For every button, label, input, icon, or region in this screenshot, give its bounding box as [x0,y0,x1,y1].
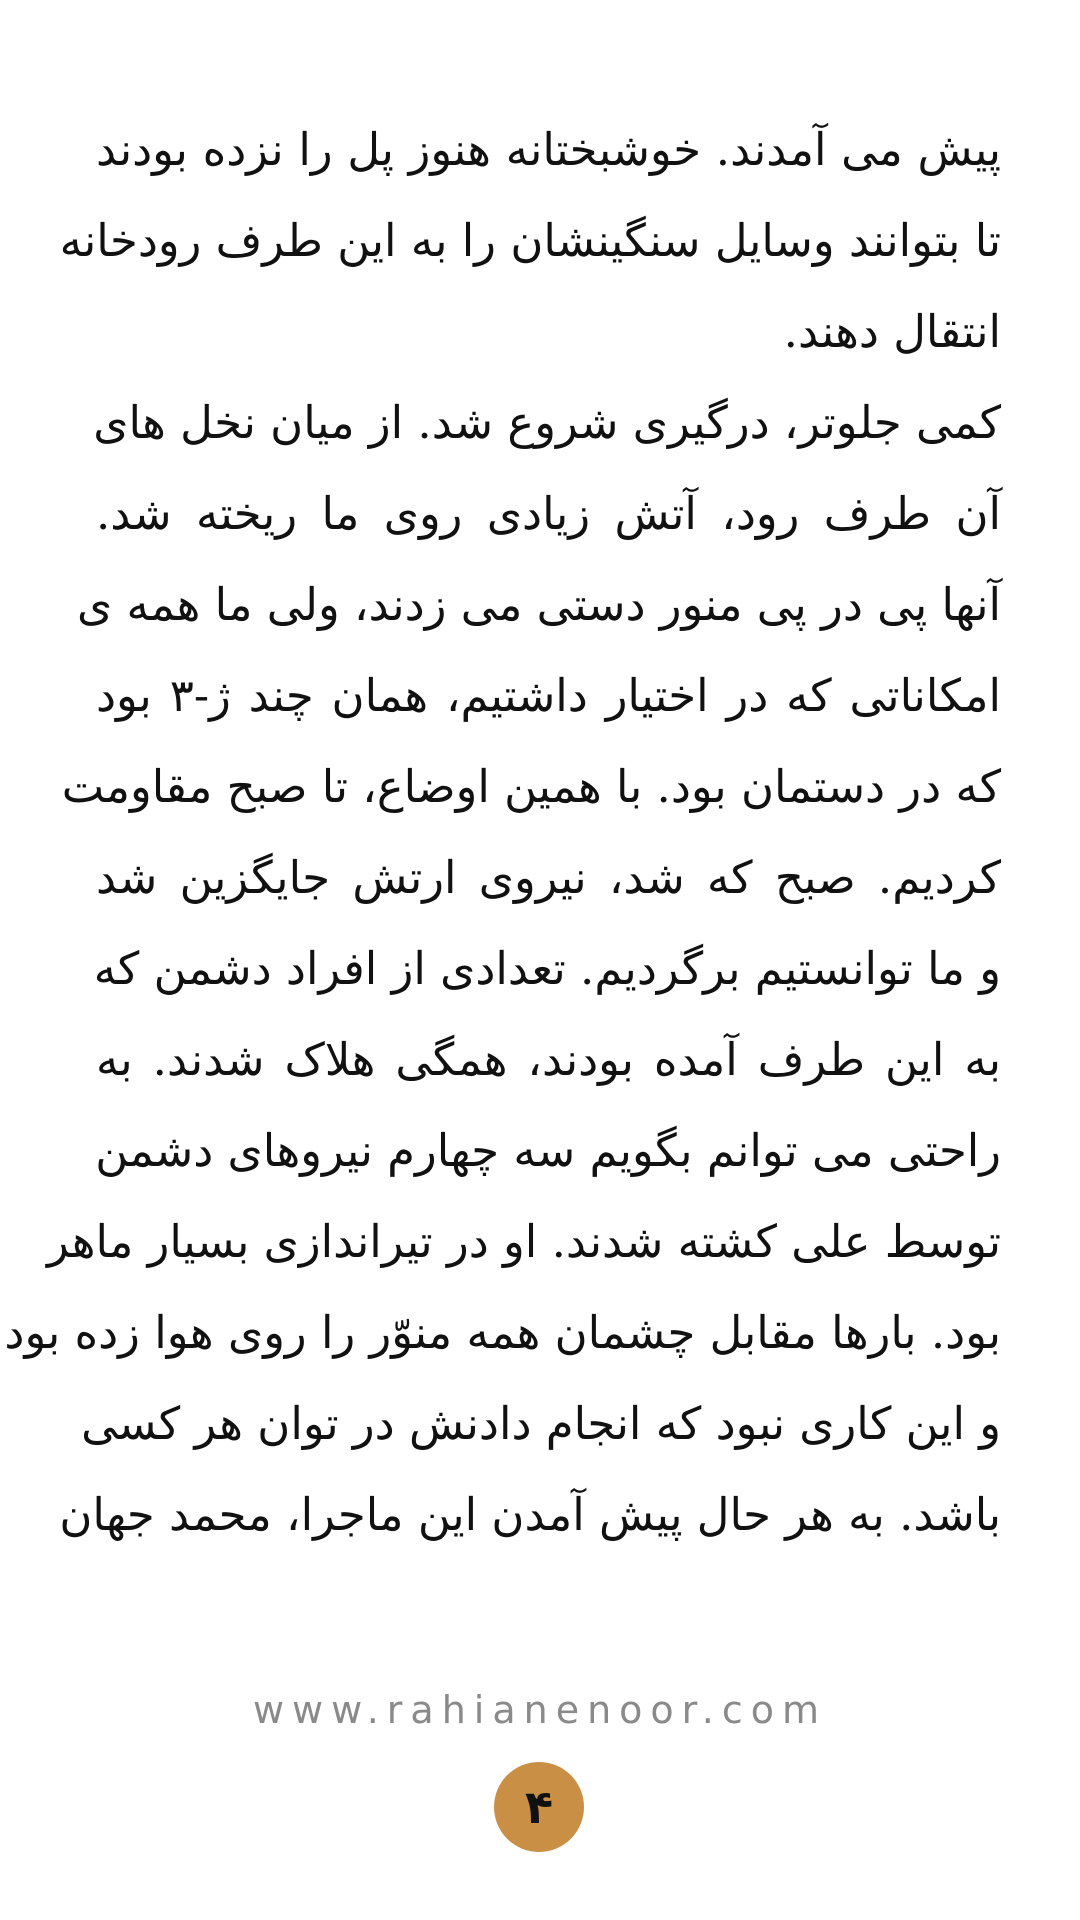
text-line: راحتی می توانم بگویم سه چهارم نیروهای دشمن [95,1124,1001,1177]
text-line: به این طرف آمده بودند، همگی هلاک شدند. به [96,1033,1001,1086]
text-line: پیش می آمدند. خوشبختانه هنوز پل را نزده بودند [96,123,1001,176]
text-line: تا بتوانند وسایل سنگینشان را به این طرف رودخانه [59,214,1001,267]
text-line: امکاناتی که در اختیار داشتیم، همان چند ژ-۳ بود [96,669,1001,722]
text-line: آنها پی در پی منور دستی می زدند، ولی ما همه ی [76,578,1001,631]
page-number-badge [494,1762,584,1852]
website-url[interactable]: www.rahianenoor.com [252,1688,828,1732]
text-line: توسط علی کشته شدند. او در تیراندازی بسیار ماهر [46,1215,1001,1268]
text-line: بود. بارها مقابل چشمان همه منوّر را روی هوا زده بود [4,1306,1001,1359]
text-line: که در دستمان بود. با همین اوضاع، تا صبح مقاومت [61,760,1001,813]
text-line: و این کاری نبود که انجام دادنش در توان هر کسی [81,1397,1001,1450]
text-line: و ما توانستیم برگردیم. تعدادی از افراد دشمن که [93,942,1001,995]
body-text [4,104,1001,1560]
text-line: کردیم. صبح که شد، نیروی ارتش جایگزین شد [96,851,1001,904]
page-number: ۴ [524,1780,554,1834]
text-line: آن طرف رود، آتش زیادی روی ما ریخته شد. [96,487,1001,540]
text-line: انتقال دهند. [783,305,1001,358]
text-line: باشد. به هر حال پیش آمدن این ماجرا، محمد جهان [59,1488,1001,1541]
text-line: کمی جلوتر، درگیری شروع شد. از میان نخل های [93,396,1001,449]
